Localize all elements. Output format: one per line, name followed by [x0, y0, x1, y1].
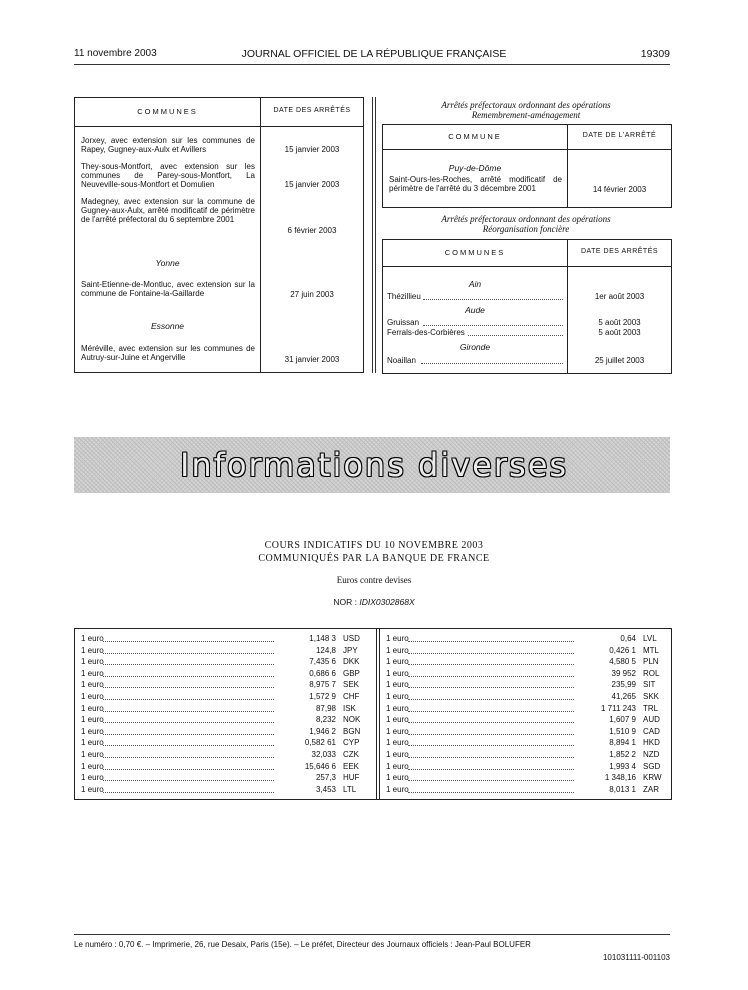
rate-row	[81, 679, 369, 691]
rate-row	[81, 691, 369, 703]
region-ain: Ain	[468, 279, 482, 289]
entry-noaillan: Noaillan	[387, 356, 416, 365]
rate-currency: ROL	[643, 668, 660, 678]
entry-saint-ours: Saint-Ours-les-Roches, arrêté modificatif de périmètre de l'arrêté du 3 décembre 2001	[389, 175, 562, 193]
rate-value: 0,686 6	[309, 668, 336, 678]
left-region-yonne: Yonne	[155, 258, 180, 268]
rate-row	[81, 703, 369, 715]
cours-heading-1: COURS INDICATIFS DU 10 NOVEMBRE 2003	[264, 540, 484, 551]
left-date-they: 15 janvier 2003	[284, 180, 340, 189]
left-date-mereville: 31 janvier 2003	[284, 355, 340, 364]
left-entry-mereville: Méréville, avec extension sur les communes de Autruy-sur-Juine et Angerville	[81, 344, 255, 362]
rate-currency: HUF	[343, 773, 360, 783]
rate-row	[81, 726, 369, 738]
rate-value: 1,852 2	[609, 750, 636, 759]
rate-currency: PLN	[643, 657, 659, 667]
rate-value: 0,64	[620, 634, 636, 643]
remembrement-title-2: Remembrement-aménagement	[471, 110, 581, 120]
journal-title: JOURNAL OFFICIEL DE LA RÉPUBLIQUE FRANÇAISE	[241, 48, 507, 60]
cours-heading-2: COMMUNIQUÉS PAR LA BANQUE DE FRANCE	[258, 553, 490, 564]
rate-currency: SEK	[343, 680, 360, 690]
rate-label: 1 euro	[81, 645, 104, 655]
rate-currency: SGD	[643, 761, 661, 771]
rate-row	[81, 633, 369, 645]
rate-label: 1 euro	[81, 692, 104, 701]
rate-label: 1 euro	[81, 761, 104, 771]
rate-row	[386, 772, 664, 784]
rate-label: 1 euro	[386, 634, 409, 643]
rate-label: 1 euro	[386, 692, 409, 701]
left-date-jorxey: 15 janvier 2003	[284, 145, 340, 154]
left-region-essonne: Essonne	[150, 321, 185, 331]
rate-currency: CZK	[343, 750, 359, 759]
rate-row	[386, 656, 664, 668]
date-noaillan: 25 juillet 2003	[594, 356, 645, 365]
left-entry-they: They-sous-Montfort, avec extension sur les communes de Parey-sous-Montfort, La Neuveville-sous-Montfort et Domulien	[81, 162, 255, 189]
rate-label: 1 euro	[81, 668, 104, 678]
rate-row	[386, 714, 664, 726]
footer-line: Le numéro : 0,70 €. – Imprimerie, 26, rue Desaix, Paris (15e). – Le préfet, Directeur des Journaux officiels : Jean-Paul BOLUFER	[74, 940, 531, 949]
rate-value: 1,510 9	[609, 726, 636, 736]
rate-currency: JPY	[343, 645, 358, 655]
rate-currency: CYP	[343, 738, 360, 748]
rate-currency: ISK	[343, 703, 356, 713]
rate-label: 1 euro	[386, 761, 409, 771]
left-entry-jorxey: Jorxey, avec extension sur les communes de Rapey, Gugney-aux-Aulx et Avillers	[81, 136, 255, 154]
rate-row	[386, 703, 664, 715]
date-thezillieu: 1er août 2003	[594, 292, 645, 301]
exchange-rates-table	[74, 628, 672, 800]
rate-currency: USD	[343, 634, 360, 643]
rate-row	[386, 749, 664, 761]
rate-currency: TRL	[643, 703, 659, 713]
rate-row	[386, 784, 664, 796]
remembrement-col-commune: COMMUNE	[448, 132, 502, 141]
rate-label: 1 euro	[81, 715, 104, 725]
remembrement-title-1: Arrêtés préfectoraux ordonnant des opérations	[441, 100, 611, 110]
rate-label: 1 euro	[386, 668, 409, 678]
nor-reference	[0, 597, 748, 607]
rate-row	[386, 633, 664, 645]
rate-label: 1 euro	[81, 738, 104, 748]
rate-value: 1 711 243	[601, 703, 636, 713]
rate-value: 0,426 1	[609, 645, 636, 655]
header-date: 11 novembre 2003	[74, 48, 157, 59]
rate-currency: CAD	[643, 726, 660, 736]
entry-ferrals: Ferrals-des-Corbières	[387, 328, 465, 337]
header-rule	[74, 64, 670, 65]
rate-currency: NOK	[343, 715, 361, 725]
rate-value: 124,8	[315, 645, 336, 655]
rate-value: 8,232	[315, 715, 336, 725]
rate-row	[386, 726, 664, 738]
rate-label: 1 euro	[81, 726, 104, 736]
rate-value: 87,98	[315, 703, 336, 713]
reorganisation-table	[382, 239, 672, 374]
rate-currency: GBP	[343, 668, 360, 678]
rate-label: 1 euro	[81, 784, 104, 794]
rate-value: 4,580 5	[609, 657, 636, 667]
rate-currency: NZD	[643, 750, 660, 759]
rate-label: 1 euro	[81, 703, 104, 713]
rate-row	[81, 645, 369, 657]
column-separator	[372, 97, 373, 373]
rate-row	[81, 668, 369, 680]
rate-currency: CHF	[343, 692, 360, 701]
rate-row	[81, 737, 369, 749]
rate-row	[81, 784, 369, 796]
rate-value: 39 952	[611, 668, 636, 678]
rate-row	[386, 679, 664, 691]
date-saint-ours: 14 février 2003	[592, 185, 647, 194]
rate-value: 1,993 4	[609, 761, 636, 771]
rate-row	[386, 691, 664, 703]
entry-thezillieu: Thézillieu	[387, 292, 421, 301]
rate-value: 32,033	[311, 750, 336, 759]
rate-value: 0,582 61	[304, 738, 336, 748]
left-communes-table	[74, 97, 364, 373]
rate-row	[386, 645, 664, 657]
rate-label: 1 euro	[386, 784, 409, 794]
rate-label: 1 euro	[81, 773, 104, 783]
rate-label: 1 euro	[386, 645, 409, 655]
left-col-communes: COMMUNES	[137, 107, 198, 116]
nor-label: NOR :	[333, 597, 357, 607]
rate-label: 1 euro	[386, 726, 409, 736]
left-col-dates: DATE DES ARRÊTÉS	[273, 107, 351, 114]
rate-value: 7,435 6	[309, 657, 336, 667]
rate-label: 1 euro	[386, 657, 409, 667]
rate-row	[386, 737, 664, 749]
rate-label: 1 euro	[81, 680, 104, 690]
rate-value: 1,607 9	[609, 715, 636, 725]
rate-currency: KRW	[643, 773, 662, 783]
rate-currency: SIT	[643, 680, 656, 690]
footer-rule	[74, 934, 670, 935]
rate-value: 1,148 3	[309, 634, 336, 643]
rate-value: 1 348,16	[604, 773, 636, 783]
rate-row	[386, 668, 664, 680]
section-banner-title: Informations diverses	[179, 446, 569, 484]
rate-currency: HKD	[643, 738, 660, 748]
left-entry-madegney: Madegney, avec extension sur la commune de Gugney-aux-Aulx, arrêté modificatif de périmètre de l'arrêté préfectoral du 6 septembre 2001	[81, 197, 255, 224]
rate-value: 235,99	[611, 680, 636, 690]
rate-label: 1 euro	[81, 750, 104, 759]
rate-value: 8,013 1	[609, 784, 636, 794]
rate-currency: MTL	[643, 645, 659, 655]
rate-label: 1 euro	[386, 703, 409, 713]
rate-label: 1 euro	[81, 634, 104, 643]
region-puy-de-dome: Puy-de-Dôme	[448, 163, 502, 173]
rate-value: 1,572 9	[309, 692, 336, 701]
cours-subtitle: Euros contre devises	[336, 575, 412, 585]
rates-left-column	[81, 633, 369, 797]
rate-row	[81, 761, 369, 773]
rate-value: 3,453	[315, 784, 336, 794]
region-aude: Aude	[465, 305, 485, 315]
rate-value: 257,3	[315, 773, 336, 783]
rate-label: 1 euro	[386, 738, 409, 748]
rate-currency: LVL	[643, 634, 657, 643]
rate-currency: BGN	[343, 726, 361, 736]
date-ferrals: 5 août 2003	[598, 328, 641, 337]
left-entry-saint-etienne: Saint-Etienne-de-Montluc, avec extension sur la commune de Fontaine-la-Gaillarde	[81, 280, 255, 298]
rate-row	[386, 761, 664, 773]
rate-row	[81, 749, 369, 761]
reorganisation-title-2: Réorganisation foncière	[482, 224, 570, 234]
rate-row	[81, 656, 369, 668]
rate-value: 15,646 6	[304, 761, 336, 771]
rate-row	[81, 772, 369, 784]
rate-currency: AUD	[643, 715, 660, 725]
remembrement-col-date: DATE DE L'ARRÊTÉ	[582, 132, 657, 139]
rate-currency: SKK	[643, 692, 660, 701]
rate-value: 8,975 7	[309, 680, 336, 690]
rate-value: 8,894 1	[609, 738, 636, 748]
rate-value: 1,946 2	[309, 726, 336, 736]
rate-label: 1 euro	[386, 750, 409, 759]
rates-right-column	[386, 633, 664, 797]
rate-currency: DKK	[343, 657, 360, 667]
rate-label: 1 euro	[386, 680, 409, 690]
rate-currency: LTL	[343, 784, 357, 794]
left-date-madegney: 6 février 2003	[287, 226, 337, 235]
remembrement-table	[382, 124, 672, 208]
left-date-saint-etienne: 27 juin 2003	[290, 290, 334, 299]
rate-currency: ZAR	[643, 784, 659, 794]
column-separator-2	[375, 97, 376, 373]
reorg-col-communes: COMMUNES	[444, 248, 506, 257]
page-number: 19309	[640, 48, 670, 60]
rate-label: 1 euro	[386, 715, 409, 725]
rate-currency: EEK	[343, 761, 360, 771]
rate-label: 1 euro	[81, 657, 104, 667]
date-gruissan: 5 août 2003	[598, 318, 641, 327]
rate-value: 41,265	[611, 692, 636, 701]
rate-label: 1 euro	[386, 773, 409, 783]
reorg-col-dates: DATE DES ARRÊTÉS	[580, 248, 659, 255]
footer-code: 101031111-001103	[602, 953, 670, 962]
entry-gruissan: Gruissan	[387, 318, 420, 327]
region-gironde: Gironde	[459, 342, 491, 352]
reorganisation-title-1: Arrêtés préfectoraux ordonnant des opérations	[441, 214, 611, 224]
nor-value: IDIX0302868X	[359, 597, 415, 607]
rate-row	[81, 714, 369, 726]
